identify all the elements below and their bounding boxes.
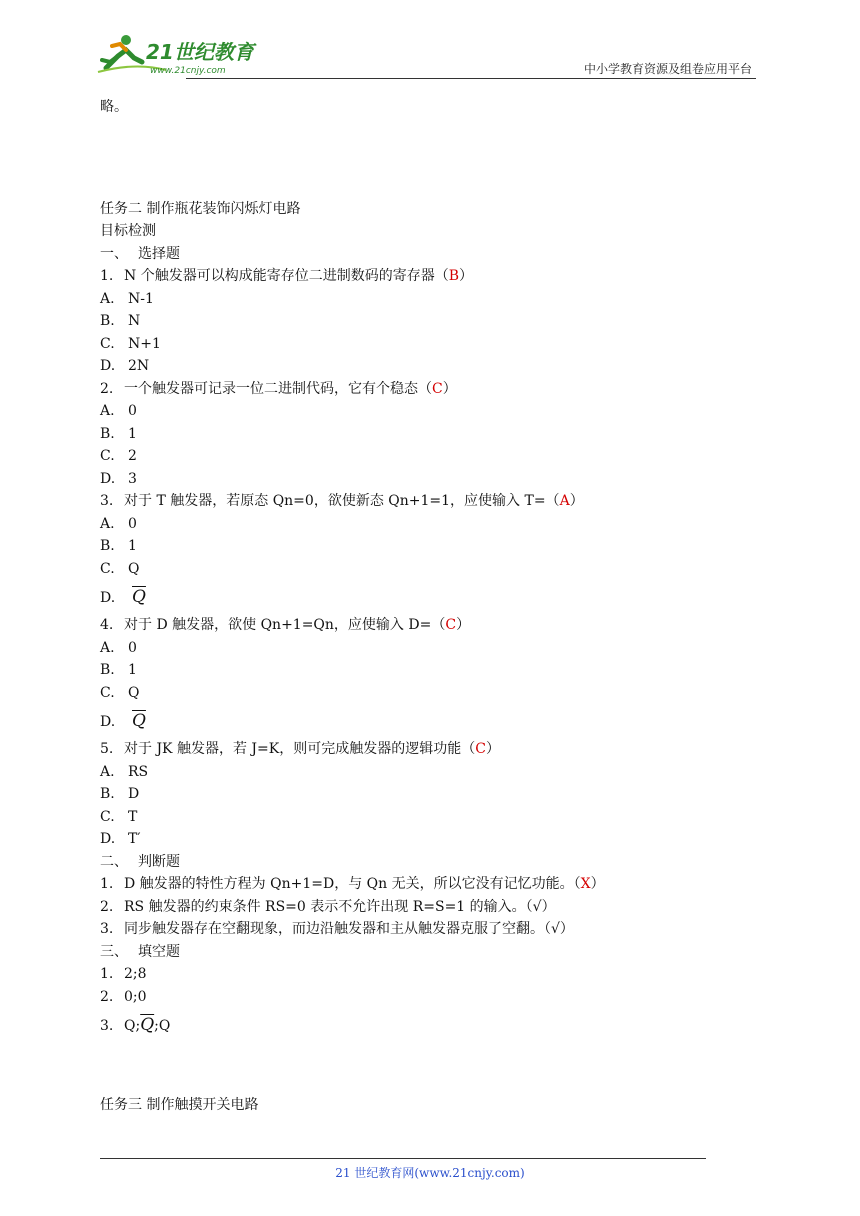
judgement-3: 3. 同步触发器存在空翻现象，而边沿触发器和主从触发器克服了空翻。（√） — [100, 921, 574, 937]
question-2: 2. 一个触发器可记录一位二进制代码，它有个稳态（C） — [100, 380, 457, 397]
option: D. 3 — [100, 470, 137, 487]
fill-3: 3. $Q;\overline{Q};Q$ — [100, 1015, 171, 1035]
option: A. 0 — [100, 515, 137, 532]
footer-text: 21 世纪教育网(www.21cnjy.com) — [335, 1166, 525, 1180]
option: A. 0 — [100, 403, 137, 419]
option: D. T′ — [100, 831, 141, 847]
section-heading-judgement: 二、 判断题 — [100, 853, 180, 870]
option: D. 2N — [100, 358, 150, 374]
option: B. N — [100, 313, 141, 329]
option: B. 1 — [100, 425, 137, 442]
option: C. Q — [100, 684, 140, 701]
question-1: 1. N 个触发器可以构成能寄存位二进制数码的寄存器（B） — [100, 268, 473, 284]
answer: C — [475, 741, 486, 757]
judgement-1: 1. D 触发器的特性方程为 Qn+1=D，与 Qn 无关，所以它没有记忆功能。（X） — [100, 876, 605, 892]
option: D. $\overline{Q}$ — [100, 711, 146, 731]
page-header — [96, 30, 756, 80]
logo-text: 21世纪教育 — [146, 40, 254, 64]
question-4: 4. 对于 D 触发器，欲使 Qn+1=Qn，应使输入 D=（C） — [100, 617, 471, 633]
document-body — [100, 96, 740, 1117]
task3-title: 任务三 制作触摸开关电路 — [100, 1097, 259, 1113]
judgement-2: 2. RS 触发器的约束条件 RS=0 表示不允许出现 R=S=1 的输入。（√） — [100, 898, 556, 915]
option: A. RS — [100, 763, 149, 780]
footer-rule — [100, 1158, 706, 1159]
fill-2: 2. 0;0 — [100, 988, 147, 1005]
answer: C — [432, 380, 443, 397]
option: D. $\overline{Q}$ — [100, 587, 146, 607]
question-3: 3. 对于 T 触发器，若原态 Qn=0，欲使新态 Qn+1=1，应使输入 T=（A） — [100, 493, 584, 509]
answer: C — [445, 617, 457, 633]
platform-name: 中小学教育资源及组卷应用平台 — [583, 62, 752, 76]
task2-title: 任务二 制作瓶花装饰闪烁灯电路 — [100, 200, 301, 217]
option: B. D — [100, 786, 140, 802]
q-bar-symbol: $\overline{Q}$ — [140, 1015, 155, 1035]
logo-url: www.21cnjy.com — [150, 66, 226, 76]
answer: X — [580, 876, 591, 892]
runner-logo-icon — [96, 32, 266, 78]
q-bar-symbol: $\overline{Q}$ — [132, 711, 146, 731]
option: B. 1 — [100, 538, 137, 554]
q-bar-symbol: $\overline{Q}$ — [132, 587, 146, 607]
option: A. N-1 — [100, 290, 154, 307]
option: C. N+1 — [100, 335, 161, 352]
option: B. 1 — [100, 662, 137, 678]
option: C. Q — [100, 560, 140, 577]
fill-1: 1. 2;8 — [100, 966, 147, 982]
section-heading-fill: 三、 填空题 — [100, 943, 180, 960]
top-text: 略。 — [100, 99, 128, 115]
section-heading-choice: 一、 选择题 — [100, 245, 180, 262]
answer: B — [448, 268, 459, 284]
option: C. T — [100, 808, 138, 825]
answer: A — [559, 493, 570, 509]
question-5: 5. 对于 JK 触发器，若 J=K，则可完成触发器的逻辑功能（C） — [100, 741, 500, 757]
header-rule — [186, 78, 756, 79]
option: C. 2 — [100, 448, 137, 464]
task2-subtitle: 目标检测 — [100, 223, 156, 239]
option: A. 0 — [100, 639, 137, 656]
site-logo — [96, 32, 266, 78]
